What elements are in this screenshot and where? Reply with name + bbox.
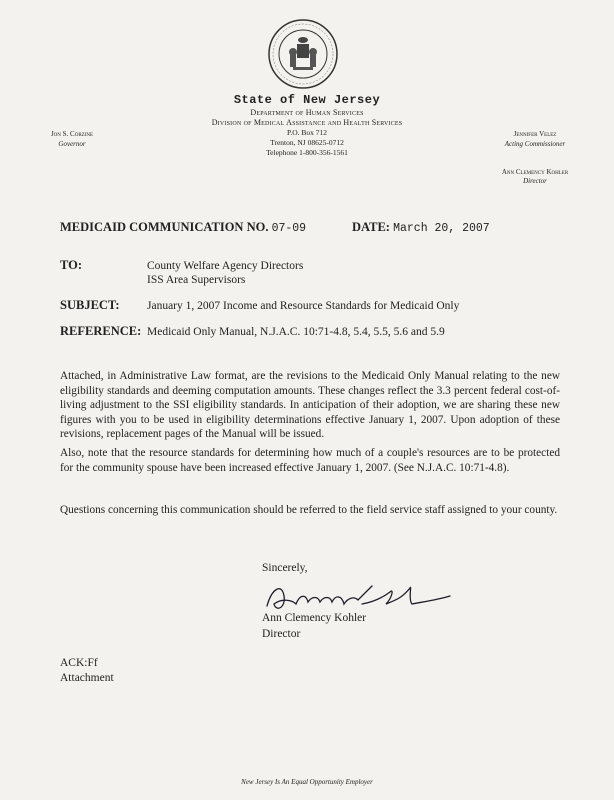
enclosure-block [60,656,114,686]
governor-block [22,129,122,149]
reference-value: Medicaid Only Manual, N.J.A.C. 10:71-4.8, 5.4, 5.5, 5.6 and 5.9 [147,326,445,338]
to-recipients [147,259,303,287]
director-title: Director [523,177,547,185]
initials: ACK:Ff [60,657,98,669]
telephone: Telephone 1-800-356-1561 [266,148,348,157]
subject-value: January 1, 2007 Income and Resource Standards for Medicaid Only [147,300,460,312]
to-label: TO: [60,258,82,272]
reference-label: REFERENCE: [60,324,142,338]
to-line-2: ISS Area Supervisors [147,274,246,286]
commissioner-block [470,129,600,149]
division-name: Division of Medical Assistance and Health Services [211,118,403,127]
signer-name: Ann Clemency Kohler [262,612,367,624]
salutation: Sincerely, [262,562,308,574]
body-paragraph-1: Attached, in Administrative Law format, are the revisions to the Medicaid Only Manual relating to the new eligibility standards and deeming computation amounts. These changes reflect the 3.3 percent federal cost-of-living adjustment to the SSI eligibility standards. In anticipation of their adoption, we are sharing these new figures with you to be used in eligibility determinations effective January 1, 2007. Upon adoption of these revisions, replacement pages of the Manual will be issued. [60,370,560,440]
signer-title: Director [262,628,301,640]
commissioner-name: Jennifer Velez [513,130,557,138]
date-label: DATE: [352,220,390,234]
date-line [352,220,490,235]
to-line-1: County Welfare Agency Directors [147,260,304,272]
date-value: March 20, 2007 [393,222,490,235]
attachment-note: Attachment [60,672,114,684]
communication-number-line [60,220,306,235]
director-block [470,168,600,186]
po-box: P.O. Box 712 [286,128,327,137]
department-name: Department of Human Services [250,108,364,117]
communication-label: MEDICAID COMMUNICATION NO. [60,220,269,234]
governor-title: Governor [58,140,86,148]
footer-text: New Jersey Is An Equal Opportunity Employer [241,778,373,786]
state-name: State of New Jersey [233,93,381,107]
director-name: Ann Clemency Kohler [501,168,569,176]
subject-label: SUBJECT: [60,298,120,312]
communication-number: 07-09 [271,222,307,235]
body-paragraph-2: Also, note that the resource standards for determining how much of a couple's resources are to be protected for the community spouse have been increased effective January 1, 2007. (See N.J.A.C. 10:71-4.8). [60,447,560,474]
commissioner-title: Acting Commissioner [504,140,566,148]
city-line: Trenton, NJ 08625-0712 [270,138,344,147]
governor-name: Jon S. Corzine [50,130,94,138]
body-paragraph-3: Questions concerning this communication should be referred to the field service staff assigned to your county. [60,504,558,516]
state-seal-icon [267,18,339,90]
